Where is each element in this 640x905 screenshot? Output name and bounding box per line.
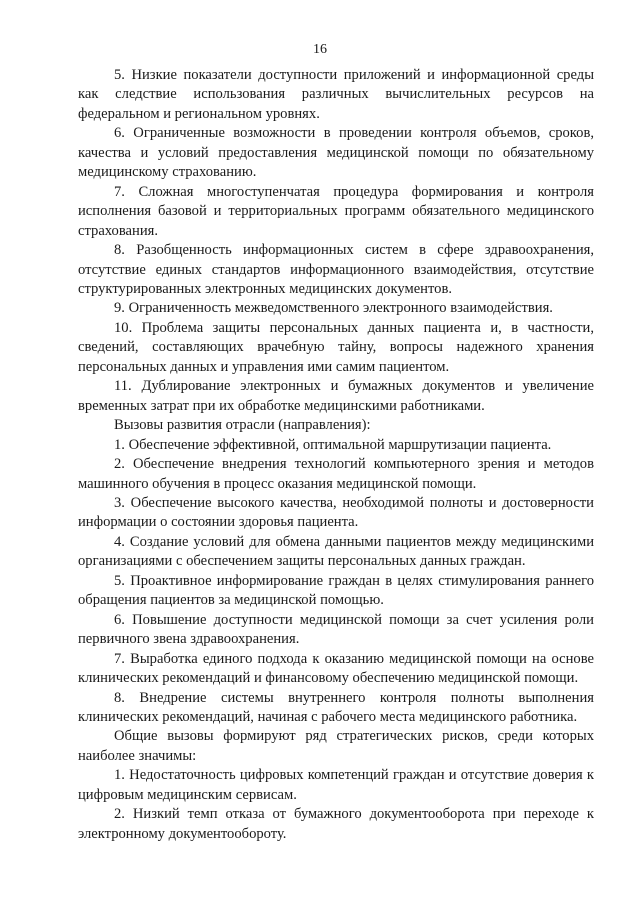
paragraph: Общие вызовы формируют ряд стратегических рисков, среди которых наиболее значимы:: [78, 728, 594, 764]
paragraph: 11. Дублирование электронных и бумажных документов и увеличение временных затрат при их обработке медицинскими работниками.: [78, 378, 594, 414]
paragraph: 2. Низкий темп отказа от бумажного документооборота при переходе к электронному документообороту.: [78, 806, 594, 842]
document-body: [78, 66, 594, 844]
paragraph: 4. Создание условий для обмена данными пациентов между медицинскими организациями с обеспечением защиты персональных данных граждан.: [78, 533, 594, 570]
paragraph: 5. Проактивное информирование граждан в целях стимулирования раннего обращения пациентов за медицинской помощью.: [78, 572, 594, 609]
page-number: 16: [313, 42, 327, 57]
paragraph: 1. Недостаточность цифровых компетенций граждан и отсутствие доверия к цифровым медицинским сервисам.: [78, 767, 594, 803]
paragraph: 7. Сложная многоступенчатая процедура формирования и контроля исполнения базовой и территориальных программ обязательного медицинского страхования.: [78, 183, 594, 239]
paragraph: 6. Повышение доступности медицинской помощи за счет усиления роли первичного звена здравоохранения.: [78, 611, 594, 648]
paragraph: 9. Ограниченность межведомственного электронного взаимодействия.: [114, 300, 553, 317]
paragraph: 8. Внедрение системы внутреннего контроля полноты выполнения клинических рекомендаций, начиная с рабочего места медицинского работника.: [78, 689, 594, 725]
paragraph: 8. Разобщенность информационных систем в сфере здравоохранения, отсутствие единых стандартов информационного взаимодействия, отсутствие структурированных электронных медицинских документов.: [78, 242, 594, 297]
paragraph: 1. Обеспечение эффективной, оптимальной маршрутизации пациента.: [114, 436, 552, 453]
paragraph: 2. Обеспечение внедрения технологий компьютерного зрения и методов машинного обучения в процесс оказания медицинской помощи.: [78, 456, 594, 492]
paragraph: 7. Выработка единого подхода к оказанию медицинской помощи на основе клинических рекомендаций и финансовому обеспечению медицинской помощи.: [78, 650, 594, 687]
paragraph: 10. Проблема защиты персональных данных пациента и, в частности, сведений, составляющих врачебную тайну, вопросы надежного хранения персональных данных и управления ими самим пациентом.: [78, 319, 594, 375]
paragraph: 3. Обеспечение высокого качества, необходимой полноты и достоверности информации о состоянии здоровья пациента.: [78, 494, 594, 531]
paragraph: 6. Ограниченные возможности в проведении контроля объемов, сроков, качества и условий предоставления медицинской помощи по обязательному медицинскому страхованию.: [78, 125, 594, 181]
section-heading: Вызовы развития отрасли (направления):: [114, 417, 371, 434]
paragraph: 5. Низкие показатели доступности приложений и информационной среды как следствие использования различных вычислительных ресурсов на федеральном и региональном уровнях.: [78, 67, 594, 122]
